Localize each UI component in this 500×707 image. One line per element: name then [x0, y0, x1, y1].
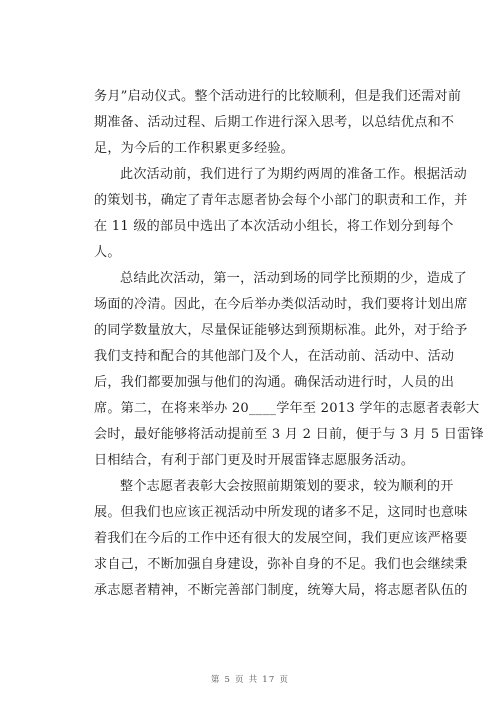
text-line: 整个志愿者表彰大会按照前期策划的要求，较为顺利的开 — [120, 479, 454, 494]
paragraph — [94, 84, 462, 162]
text-line: 展。但我们也应该正视活动中所发现的诸多不足，这同时也意味 — [94, 505, 468, 520]
page-number-footer: 第 5 页 共 17 页 — [210, 675, 290, 685]
text-line: 足，为今后的工作积累更多经验。 — [94, 141, 295, 156]
text-line: 后，我们都要加强与他们的沟通。确保活动进行时，人员的出 — [94, 375, 455, 390]
document-body — [94, 84, 484, 604]
paragraph — [94, 162, 468, 266]
text-line: 在 11 级的部员中选出了本次活动小组长，将工作划分到每个 — [94, 219, 454, 234]
text-line: 会时，最好能够将活动提前至 3 月 2 日前，便于与 3 月 5 日雷锋 — [94, 427, 484, 442]
text-line: 务月”启动仪式。整个活动进行的比较顺利，但是我们还需对前 — [94, 89, 462, 104]
text-line: 场面的冷清。因此，在今后举办类似活动时，我们要将计划出席 — [94, 297, 468, 312]
text-line: 的策划书，确定了青年志愿者协会每个小部门的职责和工作，并 — [94, 193, 468, 208]
text-line: 人。 — [94, 245, 121, 260]
paragraph — [94, 266, 484, 474]
text-line: 席。第二，在将来举办 20____学年至 2013 学年的志愿者表彰大 — [94, 401, 480, 416]
paragraph — [94, 474, 468, 604]
text-line: 期准备、活动过程、后期工作进行深入思考，以总结优点和不 — [94, 115, 455, 130]
text-line: 我们支持和配合的其他部门及个人，在活动前、活动中、活动 — [94, 349, 455, 364]
text-line: 承志愿者精神，不断完善部门制度，统筹大局，将志愿者队伍的 — [94, 583, 468, 598]
text-line: 总结此次活动，第一，活动到场的同学比预期的少，造成了 — [120, 271, 467, 286]
text-line: 着我们在今后的工作中还有很大的发展空间，我们更应该严格要 — [94, 531, 468, 546]
text-line: 的同学数量放大，尽量保证能够达到预期标准。此外，对于给予 — [94, 323, 468, 338]
text-line: 日相结合，有利于部门更及时开展雷锋志愿服务活动。 — [94, 453, 415, 468]
text-line: 此次活动前，我们进行了为期约两周的准备工作。根据活动 — [120, 167, 467, 182]
text-line: 求自己，不断加强自身建设，弥补自身的不足。我们也会继续秉 — [94, 557, 468, 572]
